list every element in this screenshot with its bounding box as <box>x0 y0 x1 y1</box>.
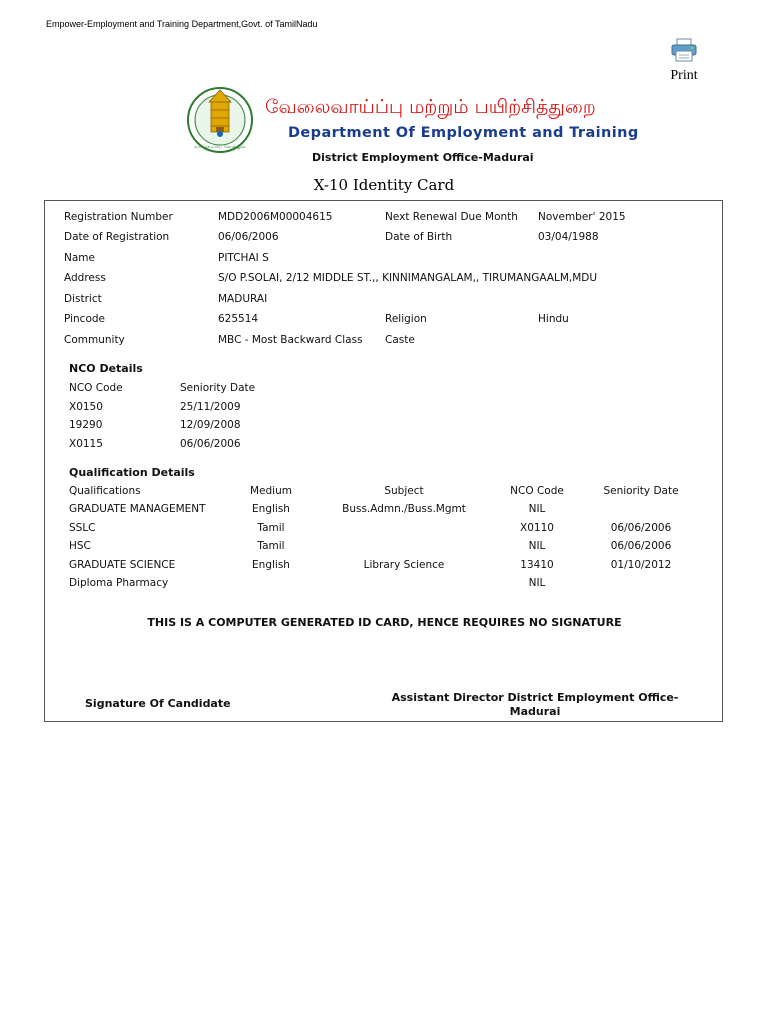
address-value: S/O P.SOLAI, 2/12 MIDDLE ST.,, KINNIMANGALAM,, TIRUMANGAALM,MDU <box>218 272 598 284</box>
qual-row-qualification: HSC <box>69 540 91 552</box>
qual-row-nco: NIL <box>528 503 546 515</box>
tamilnadu-emblem-icon <box>183 86 257 162</box>
renewal-label: Next Renewal Due Month <box>385 211 518 223</box>
nco-row-date: 25/11/2009 <box>180 401 241 413</box>
qual-col-nco: NCO Code <box>510 485 564 497</box>
qual-col-subject: Subject <box>384 485 424 497</box>
identity-card <box>44 200 723 722</box>
qual-row-qualification: Diploma Pharmacy <box>69 577 169 589</box>
director-signature-label: Assistant Director District Employment Office-Madurai <box>391 691 679 718</box>
religion-value: Hindu <box>538 313 569 325</box>
candidate-signature-label: Signature Of Candidate <box>85 697 231 710</box>
pincode-value: 625514 <box>218 313 259 325</box>
nco-heading: NCO Details <box>69 362 143 375</box>
page-caption: Empower-Employment and Training Department,Govt. of TamilNadu <box>46 19 318 29</box>
dob-value: 03/04/1988 <box>538 231 599 243</box>
nco-row-code: X0150 <box>69 401 103 413</box>
qual-row-date: 06/06/2006 <box>610 540 672 552</box>
name-label: Name <box>64 252 95 264</box>
qual-row-nco: NIL <box>528 577 546 589</box>
qual-row-nco: NIL <box>528 540 546 552</box>
caste-label: Caste <box>385 334 415 346</box>
qual-row-medium: Tamil <box>257 522 285 534</box>
district-value: MADURAI <box>218 293 268 305</box>
qual-row-qualification: GRADUATE SCIENCE <box>69 559 176 571</box>
office-title: District Employment Office-Madurai <box>312 151 534 164</box>
qual-row-date: 06/06/2006 <box>610 522 672 534</box>
registration-number-label: Registration Number <box>64 211 173 223</box>
qual-row-nco: X0110 <box>520 522 554 534</box>
qual-row-subject: Library Science <box>363 559 445 571</box>
reg-date-value: 06/06/2006 <box>218 231 279 243</box>
print-label[interactable]: Print <box>670 68 698 83</box>
qual-row-date: 01/10/2012 <box>610 559 672 571</box>
district-label: District <box>64 293 102 305</box>
name-value: PITCHAI S <box>218 252 269 264</box>
community-value: MBC - Most Backward Class <box>218 334 363 346</box>
reg-date-label: Date of Registration <box>64 231 170 243</box>
qual-row-qualification: SSLC <box>69 522 96 534</box>
pincode-label: Pincode <box>64 313 105 325</box>
emblem-motto: வாய்மையே வெல்லும் <box>194 144 246 150</box>
nco-col-seniority: Seniority Date <box>180 382 256 394</box>
nco-row-code: X0115 <box>69 438 103 450</box>
dob-label: Date of Birth <box>385 231 453 243</box>
qual-col-medium: Medium <box>250 485 292 497</box>
qual-row-medium: Tamil <box>257 540 285 552</box>
address-label: Address <box>64 272 106 284</box>
registration-number-value: MDD2006M00004615 <box>218 211 333 223</box>
qualification-heading: Qualification Details <box>69 466 195 479</box>
tamil-department-title: வேலைவாய்ப்பு மற்றும் பயிற்சித்துறை <box>265 96 596 118</box>
qual-row-qualification: GRADUATE MANAGEMENT <box>69 503 206 515</box>
qual-col-qualifications: Qualifications <box>69 485 141 497</box>
community-label: Community <box>64 334 125 346</box>
qual-row-medium: English <box>252 503 290 515</box>
print-button[interactable] <box>664 38 704 84</box>
religion-label: Religion <box>385 313 427 325</box>
renewal-value: November' 2015 <box>538 211 626 223</box>
nco-row-date: 06/06/2006 <box>180 438 241 450</box>
card-title: X-10 Identity Card <box>313 176 455 194</box>
nco-row-code: 19290 <box>69 419 103 431</box>
computer-generated-notice: THIS IS A COMPUTER GENERATED ID CARD, HENCE REQUIRES NO SIGNATURE <box>147 616 622 629</box>
nco-row-date: 12/09/2008 <box>180 419 241 431</box>
printer-icon <box>671 38 697 62</box>
department-title: Department Of Employment and Training <box>288 125 639 141</box>
qual-col-seniority: Seniority Date <box>603 485 679 497</box>
qual-row-subject: Buss.Admn./Buss.Mgmt <box>342 503 466 515</box>
nco-col-code: NCO Code <box>69 382 123 394</box>
qual-row-medium: English <box>252 559 290 571</box>
qual-row-nco: 13410 <box>520 559 554 571</box>
